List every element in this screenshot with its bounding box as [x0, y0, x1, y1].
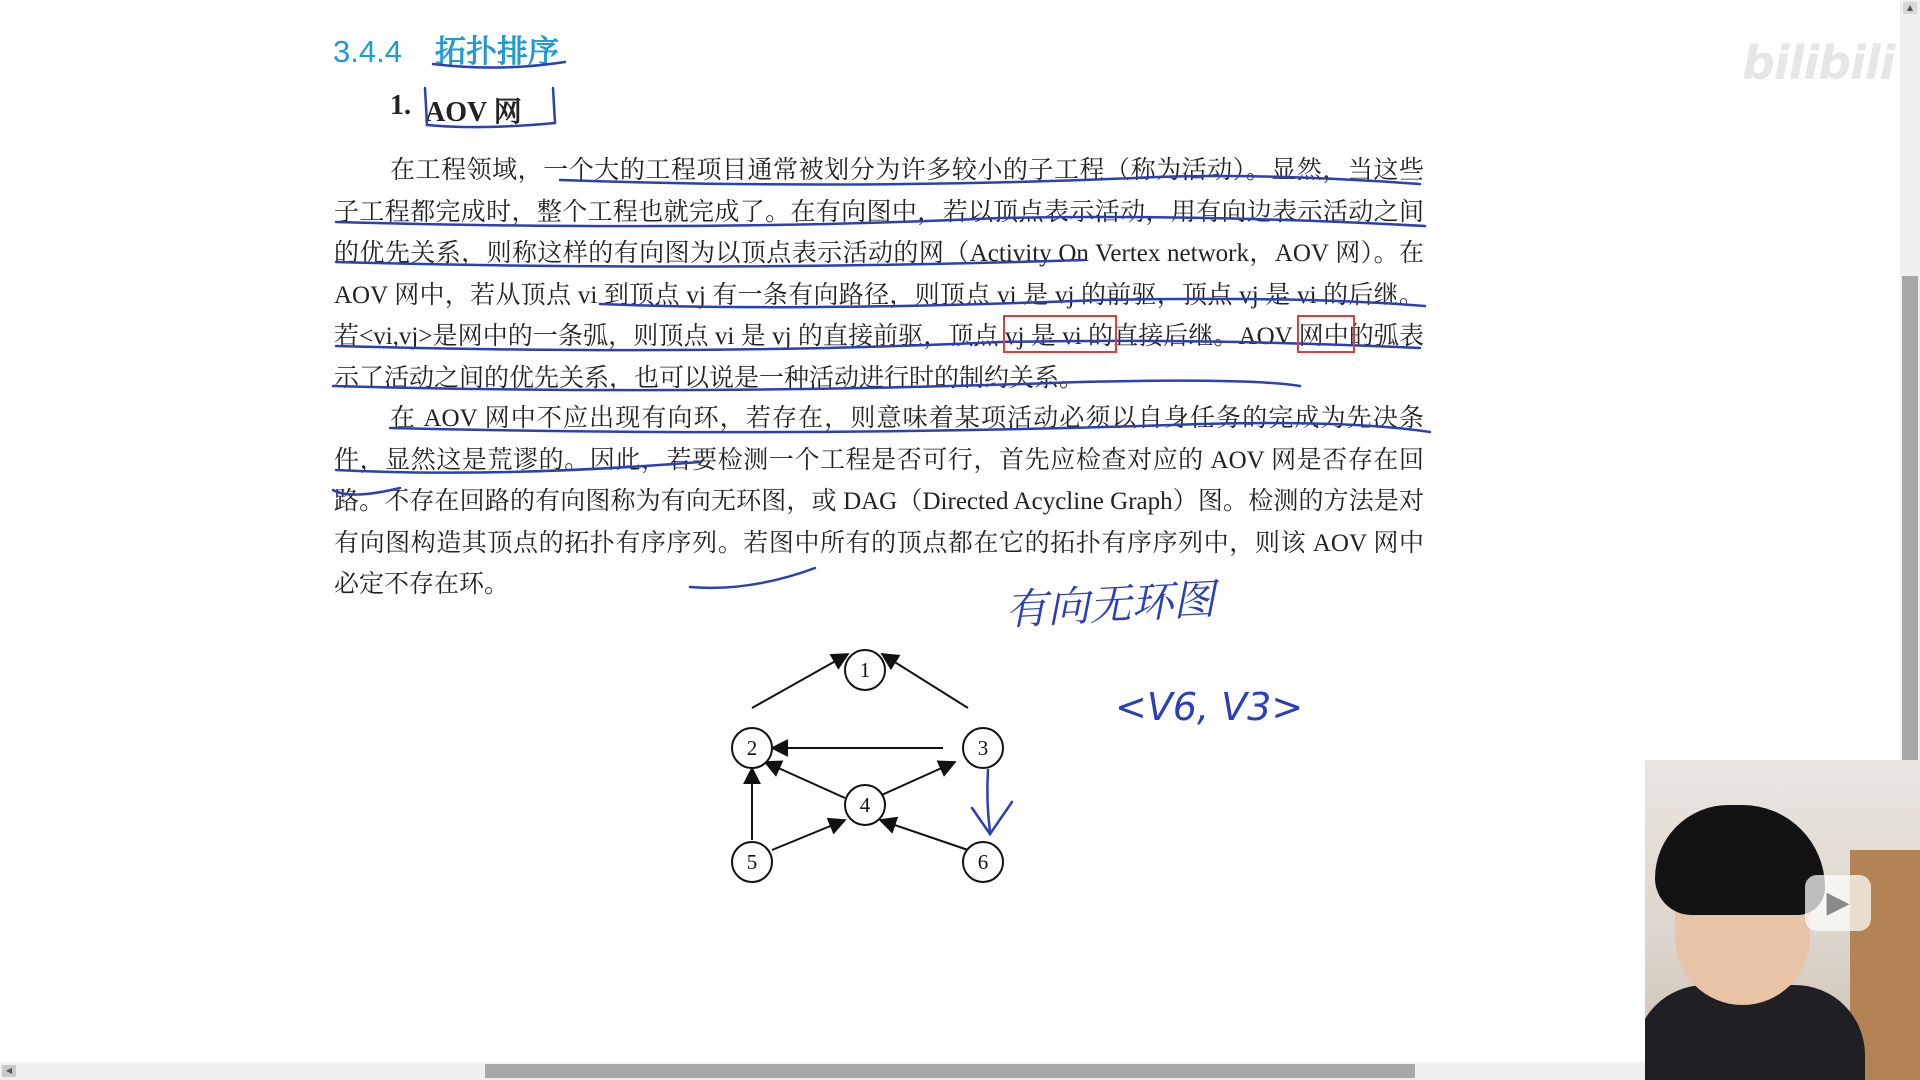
node-1-label: 1 [859, 658, 871, 682]
edge-2-1 [752, 654, 848, 708]
section-number: 3.4.4 [333, 34, 402, 69]
subsection-number: 1. [390, 90, 411, 121]
horizontal-scroll-thumb[interactable] [485, 1064, 1415, 1078]
handwritten-note: 有向无环图 [1003, 574, 1217, 635]
node-4-label: 4 [859, 793, 871, 817]
edge-4-3 [875, 762, 955, 798]
edge-5-4 [772, 820, 845, 850]
edge-3-1 [882, 654, 968, 708]
subsection-title: AOV 网 [425, 97, 522, 128]
triangle-left-icon[interactable]: ◀ [2, 1065, 16, 1077]
node-3-label: 3 [977, 736, 989, 760]
section-title: 拓扑排序 [434, 34, 559, 70]
section-heading [333, 26, 559, 71]
subsection-heading [390, 90, 522, 130]
bilibili-watermark: bilibili [1742, 36, 1895, 90]
paragraph-dag-detection: 在 AOV 网中不应出现有向环，若存在，则意味着某项活动必须以自身任务的完成为先决条件，显然这是荒谬的。因此，若要检测一个工程是否可行，首先应检查对应的 AOV 网是否存在回路。不存在回路的有向图称为有向无环图，或 DAG（Directed Acycline Graph）图。检测的方法是对有向图构造其顶点的拓扑有序序列。若图中所有的顶点都在它的拓扑有序序列中，则该 AOV 网中必定不存在环。 [334, 405, 1424, 598]
webcam-presenter-hair [1655, 805, 1825, 915]
play-icon[interactable]: ▶ [1805, 875, 1871, 931]
node-2-label: 2 [746, 736, 758, 760]
horizontal-scrollbar[interactable] [0, 1062, 1900, 1080]
aov-graph-figure [700, 640, 1060, 890]
paragraph-aov-definition: 在工程领域，一个大的工程项目通常被划分为许多较小的子工程（称为活动）。显然，当这些子工程都完成时，整个工程也就完成了。在有向图中，若以顶点表示活动，用有向边表示活动之间的优先关系，则称这样的有向图为以顶点表示活动的网（Activity On Vertex network，AOV 网）。在 AOV 网中，若从顶点 vi 到顶点 vj 有一条有向路径，则顶点 vi 是 vj 的前驱，顶点 vj 是 vi 的后继。若<vi,vj>是网中的一条弧，则顶点 vi 是 vj 的直接前驱，顶点 vj 是 vi 的直接后继。AOV 网中的弧表示了活动之间的优先关系，也可以说是一种活动进行时的制约关系。 [334, 157, 1424, 392]
node-5-label: 5 [746, 850, 758, 874]
edge-6-4 [880, 820, 968, 850]
webcam-overlay [1645, 760, 1920, 1080]
handwritten-arc: <V6, V3> [1115, 685, 1304, 729]
edge-4-2 [765, 762, 845, 798]
triangle-up-icon[interactable]: ▲ [1903, 2, 1917, 14]
node-6-label: 6 [977, 850, 989, 874]
